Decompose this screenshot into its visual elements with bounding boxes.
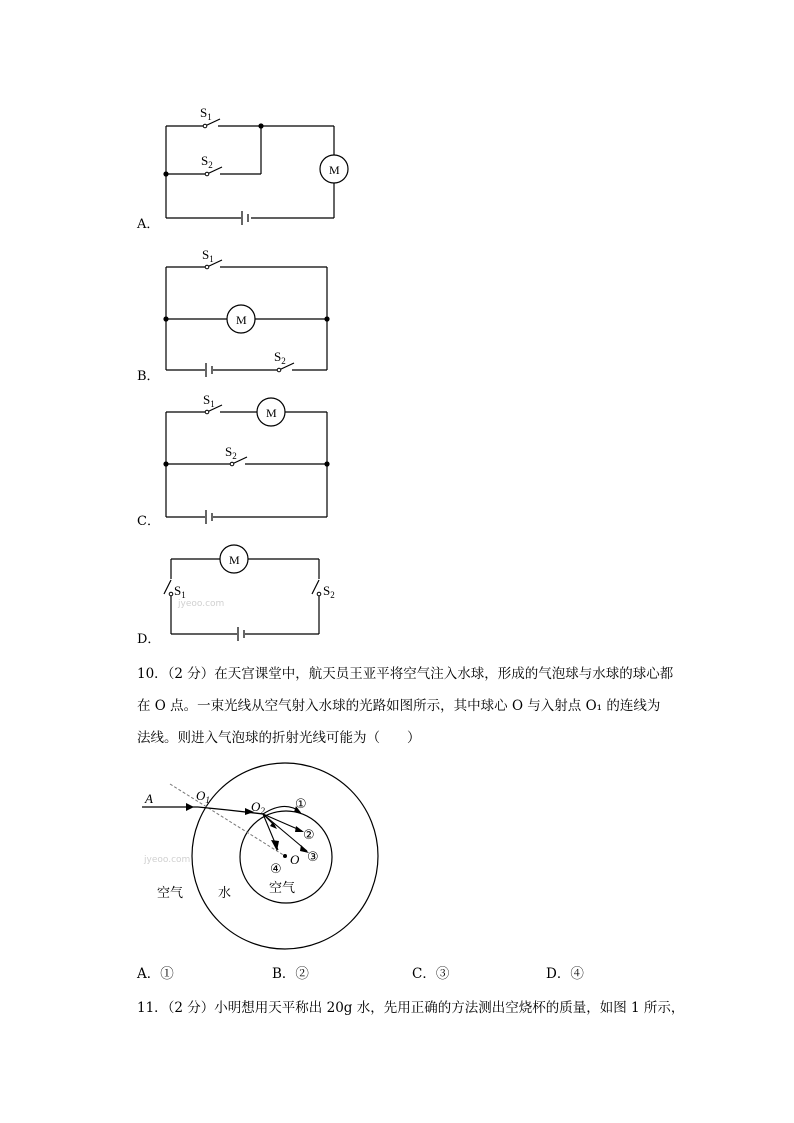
circuit-c [166,398,327,524]
label-s1-a: $S_1$ [200,105,212,122]
label-s1-b: $S_1$ [202,247,214,264]
option-b: B． [137,369,160,384]
question-11-line-1: 11．（2 分）小明想用天平称出 20g 水，先用正确的方法测出空烧杯的质量，如图 1 所示， [137,1000,685,1016]
path-1-marker: ① [295,797,307,812]
circuit-d [164,545,319,641]
question-10-line-3: 法线。则进入气泡球的折射光线可能为（ ） [137,730,421,746]
medium-air-inner: 空气 [269,881,296,896]
label-s2-a: $S_2$ [201,153,213,170]
label-s1-c: $S_1$ [203,392,215,409]
option-a: A． [137,217,160,232]
motor-label-d: M [229,553,240,567]
label-s2-c: $S_2$ [225,444,237,461]
option-c: C． [137,514,160,529]
answer-c: C．③ [412,966,450,982]
medium-air-outer: 空气 [157,886,184,901]
label-o-center: O [290,852,300,867]
watermark-d: jyeoo.com [178,599,225,609]
question-10 [137,658,673,754]
label-a-ray: A [145,791,153,806]
path-4-marker: ④ [270,862,282,877]
answer-a: A．① [137,966,174,982]
path-3-marker: ③ [307,850,319,865]
label-s1-d: $S_1$ [174,583,186,600]
label-o1: $O_1$ [196,788,210,805]
circuit-a [166,119,348,225]
medium-water: 水 [218,886,232,901]
motor-label-c: M [266,406,277,420]
question-10-line-1: 10．（2 分）在天宫课堂中，航天员王亚平将空气注入水球，形成的气泡球与水球的球心都 [137,666,674,682]
motor-label-b: M [236,313,247,327]
label-o2: $O_2$ [251,799,265,816]
path-2-marker: ② [303,828,315,843]
motor-label-a: M [329,163,340,177]
label-s2-b: $S_2$ [274,349,286,366]
question-11 [137,992,684,1024]
question-10-line-2: 在 O 点。一束光线从空气射入水球的光路如图所示，其中球心 O 与入射点 O₁ 的连线为 [137,698,661,714]
option-d: D． [137,632,161,647]
label-s2-d: $S_2$ [323,583,335,600]
watermark-optics: jyeoo.com [144,855,191,865]
answer-d: D．④ [546,966,584,982]
answer-b: B．② [272,966,309,982]
